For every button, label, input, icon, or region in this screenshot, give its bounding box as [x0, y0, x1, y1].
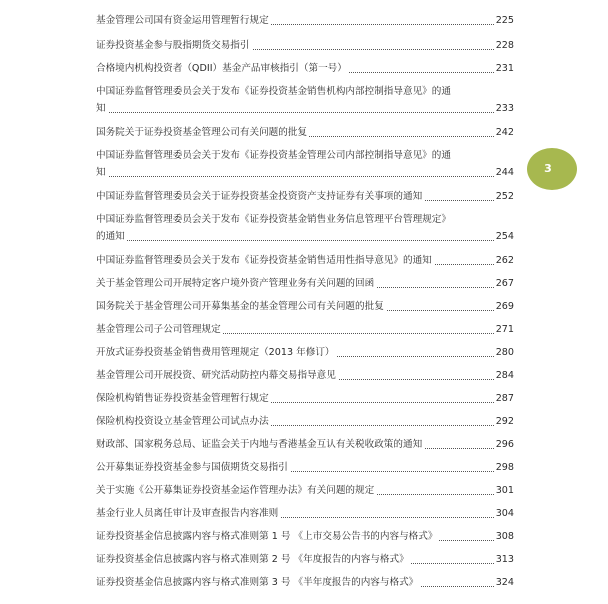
toc-entry-leader-line: [96, 413, 514, 430]
toc-entry[interactable]: [96, 344, 514, 361]
toc-entry-page-number: 242: [494, 124, 514, 141]
toc-entry-page-number: 228: [494, 37, 514, 54]
toc-entry-leader-line: [96, 505, 514, 522]
toc-entry-page-number: 269: [494, 298, 514, 315]
toc-entry-page-number: 233: [494, 100, 514, 117]
toc-entry[interactable]: [96, 275, 514, 292]
toc-entry[interactable]: [96, 367, 514, 384]
toc-entry-title: 保险机构销售证券投资基金管理暂行规定: [96, 393, 269, 404]
toc-entry-title: 中国证券监督管理委员会关于证券投资基金投资资产支持证券有关事项的通知: [96, 191, 423, 202]
toc-entry-leader-line: [96, 37, 514, 54]
toc-entry[interactable]: [96, 12, 514, 29]
toc-entry-page-number: 252: [494, 188, 514, 205]
toc-entry[interactable]: [96, 211, 514, 245]
page-number-badge-text: 3: [544, 161, 552, 175]
toc-entry-title: 证券投资基金信息披露内容与格式准则第 1 号 《上市交易公告书的内容与格式》: [96, 531, 438, 542]
toc-entry-title: 财政部、国家税务总局、证监会关于内地与香港基金互认有关税收政策的通知: [96, 439, 423, 450]
toc-entry[interactable]: [96, 124, 514, 141]
toc-entry[interactable]: [96, 298, 514, 315]
toc-entry-leader-line: [96, 60, 514, 77]
toc-entry-title: 国务院关于证券投资基金管理公司有关问题的批复: [96, 127, 308, 138]
toc-entry-page-number: 304: [494, 505, 514, 522]
toc-entry-page-number: 244: [494, 164, 514, 181]
toc-entry-title: 基金管理公司国有资金运用管理暂行规定: [96, 15, 269, 26]
toc-entry-page-number: 225: [494, 12, 514, 29]
toc-entry-title: 的通知: [96, 231, 125, 242]
toc-entry-title: 关于实施《公开募集证券投资基金运作管理办法》有关问题的规定: [96, 485, 375, 496]
toc-entry[interactable]: [96, 188, 514, 205]
toc-entry-title: 基金行业人员离任审计及审查报告内容准则: [96, 508, 279, 519]
toc-entry[interactable]: [96, 252, 514, 269]
toc-entry-title-line: 中国证券监督管理委员会关于发布《证券投资基金销售机构内部控制指导意见》的通: [96, 86, 451, 97]
toc-entry-title: 证券投资基金参与股指期货交易指引: [96, 40, 250, 51]
toc-entry-title: 保险机构投资设立基金管理公司试点办法: [96, 416, 269, 427]
toc-entry-leader-line: [96, 321, 514, 338]
toc-entry-title: 证券投资基金信息披露内容与格式准则第 2 号 《年度报告的内容与格式》: [96, 554, 409, 565]
toc-entry-title: 证券投资基金信息披露内容与格式准则第 3 号 《半年度报告的内容与格式》: [96, 577, 419, 588]
toc-entry[interactable]: [96, 321, 514, 338]
toc-entry-leader-line: [96, 252, 514, 269]
toc-entry-leader-line: [96, 188, 514, 205]
toc-entry-leader-line: [96, 275, 514, 292]
toc-entry[interactable]: [96, 37, 514, 54]
toc-entry[interactable]: [96, 505, 514, 522]
toc-entry[interactable]: [96, 436, 514, 453]
toc-entry-leader-line: [96, 482, 514, 499]
toc-entry-page-number: 267: [494, 275, 514, 292]
toc-entry[interactable]: [96, 551, 514, 568]
toc-entry-leader-line: [96, 551, 514, 568]
toc-entry-leader-line: [96, 298, 514, 315]
toc-entry[interactable]: [96, 482, 514, 499]
toc-entry-leader-line: [96, 436, 514, 453]
toc-entry-leader-line: [96, 12, 514, 29]
toc-entry[interactable]: [96, 413, 514, 430]
toc-entry[interactable]: [96, 390, 514, 407]
toc-entry-page-number: 298: [494, 459, 514, 476]
toc-entry-title: 公开募集证券投资基金参与国债期货交易指引: [96, 462, 288, 473]
toc-entry-page-number: 296: [494, 436, 514, 453]
page-number-badge: [527, 148, 577, 190]
toc-entry-title-line: 中国证券监督管理委员会关于发布《证券投资基金销售业务信息管理平台管理规定》: [96, 214, 451, 225]
toc-entry-page-number: 254: [494, 228, 514, 245]
toc-entry-page-number: 271: [494, 321, 514, 338]
toc-entry-page-number: 262: [494, 252, 514, 269]
toc-entry-page-number: 308: [494, 528, 514, 545]
dot-leader: [96, 112, 514, 113]
toc-entry-page-number: 280: [494, 344, 514, 361]
toc-entry-leader-line: [96, 574, 514, 591]
toc-entry[interactable]: [96, 574, 514, 591]
toc-entry-title: 中国证券监督管理委员会关于发布《证券投资基金销售适用性指导意见》的通知: [96, 255, 432, 266]
toc-entry-leader-line: [96, 528, 514, 545]
toc-entry-page-number: 313: [494, 551, 514, 568]
toc-entry-title: 知: [96, 103, 106, 114]
toc-entry-title: 合格境内机构投资者（QDII）基金产品审核指引（第一号）: [96, 63, 347, 74]
toc-entry-leader-line: [96, 100, 514, 117]
toc-entry[interactable]: [96, 459, 514, 476]
toc-entry-page-number: 324: [494, 574, 514, 591]
toc-entry-page-number: 287: [494, 390, 514, 407]
dot-leader: [96, 240, 514, 241]
toc-entry[interactable]: [96, 528, 514, 545]
dot-leader: [96, 176, 514, 177]
toc-entry[interactable]: [96, 147, 514, 181]
toc-entry-page-number: 292: [494, 413, 514, 430]
toc-entry[interactable]: [96, 83, 514, 117]
toc-entry-leader-line: [96, 228, 514, 245]
toc-entry-title: 知: [96, 167, 106, 178]
toc-entry-title: 基金管理公司开展投资、研究活动防控内幕交易指导意见: [96, 370, 336, 381]
toc-entry-leader-line: [96, 124, 514, 141]
toc-entry-page-number: 231: [494, 60, 514, 77]
toc-entry-leader-line: [96, 344, 514, 361]
toc-entry-leader-line: [96, 459, 514, 476]
toc-entry-title: 国务院关于基金管理公司开募集基金的基金管理公司有关问题的批复: [96, 301, 384, 312]
toc-entry-page-number: 284: [494, 367, 514, 384]
toc-entry-leader-line: [96, 390, 514, 407]
toc-entry-page-number: 301: [494, 482, 514, 499]
toc-entry[interactable]: [96, 60, 514, 77]
toc-entry-leader-line: [96, 164, 514, 181]
toc-entry-title: 关于基金管理公司开展特定客户境外资产管理业务有关问题的回函: [96, 278, 375, 289]
toc-entry-title-line: 中国证券监督管理委员会关于发布《证券投资基金管理公司内部控制指导意见》的通: [96, 150, 451, 161]
toc-entry-title: 基金管理公司子公司管理规定: [96, 324, 221, 335]
toc-entry-leader-line: [96, 367, 514, 384]
toc-entry-title: 开放式证券投资基金销售费用管理规定（2013 年修订）: [96, 347, 335, 358]
